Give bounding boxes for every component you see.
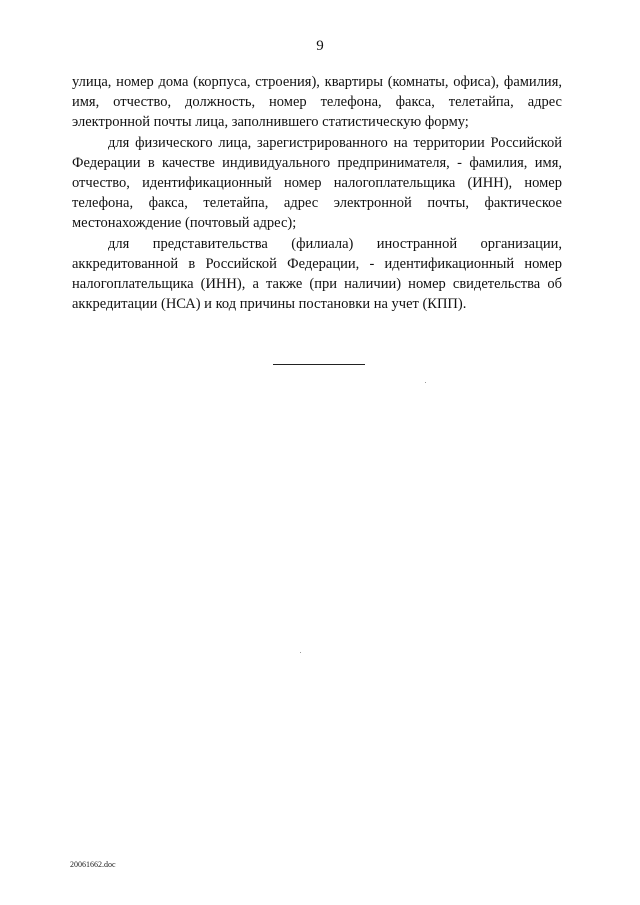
section-divider <box>273 364 365 365</box>
page-number: 9 <box>316 38 324 54</box>
paragraph-individual-entrepreneur: для физического лица, зарегистрированного на территории Российской Федерации в качестве индивидуального предпринимателя, - фамилия, имя, отчество, идентификационный номер налогоплательщика (ИНН), номер телефона, факса, телетайпа, адрес электронной почты, фактическое местонахождение (почтовый адрес); <box>72 134 562 232</box>
scan-speck <box>425 382 426 383</box>
paragraph-contact-details: улица, номер дома (корпуса, строения), квартиры (комнаты, офиса), фамилия, имя, отчество, должность, номер телефона, факса, телетайпа, адрес электронной почты лица, заполнившего статистическую форму; <box>72 74 562 131</box>
footer-doc-code: 20061662.doc <box>70 860 116 869</box>
paragraph-foreign-representation: для представительства (филиала) иностранной организации, аккредитованной в Российской Федерации, - идентификационный номер налогоплательщика (ИНН), а также (при наличии) номер свидетельства об аккредитации (НСА) и код причины постановки на учет (КПП). <box>72 235 562 313</box>
body-text <box>72 72 562 314</box>
scan-speck <box>300 652 301 653</box>
